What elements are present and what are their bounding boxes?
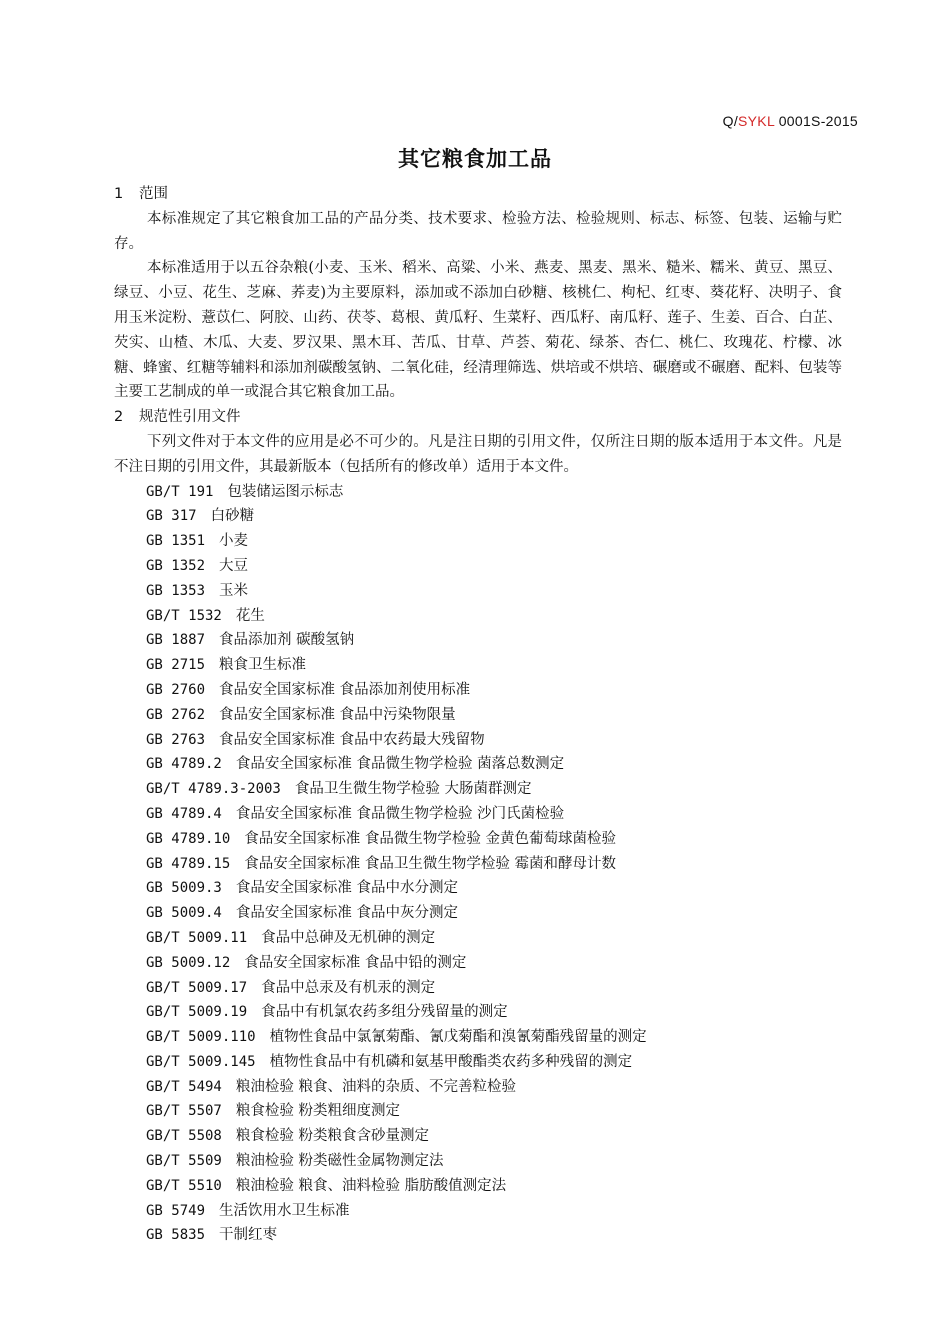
reference-code: GB 5009.12 xyxy=(146,954,231,971)
reference-title: 食品卫生微生物学检验 大肠菌群测定 xyxy=(294,781,532,798)
reference-title: 花生 xyxy=(235,607,265,624)
reference-item xyxy=(114,752,842,777)
section-title: 规范性引用文件 xyxy=(139,409,241,426)
reference-item xyxy=(114,480,842,505)
reference-title: 食品安全国家标准 食品中灰分测定 xyxy=(235,905,458,922)
reference-code: GB/T 5009.110 xyxy=(146,1029,256,1046)
reference-item xyxy=(114,1099,842,1124)
reference-code: GB/T 5509 xyxy=(146,1153,222,1170)
reference-code: GB/T 5508 xyxy=(146,1128,222,1145)
reference-code: GB/T 5009.145 xyxy=(146,1053,256,1070)
section-title: 范围 xyxy=(139,186,168,202)
reference-title: 食品安全国家标准 食品中污染物限量 xyxy=(219,706,456,723)
reference-item xyxy=(114,1149,842,1174)
reference-item xyxy=(114,703,842,728)
reference-item xyxy=(114,802,842,827)
reference-title: 食品安全国家标准 食品微生物学检验 菌落总数测定 xyxy=(235,756,565,773)
reference-item xyxy=(114,554,842,579)
reference-code: GB 2762 xyxy=(146,706,206,723)
reference-code: GB 5749 xyxy=(146,1202,206,1219)
reference-item xyxy=(114,1000,842,1025)
reference-title: 食品安全国家标准 食品中铅的测定 xyxy=(244,954,467,971)
reference-code: GB 1353 xyxy=(146,582,206,599)
reference-title: 食品添加剂 碳酸氢钠 xyxy=(219,632,355,649)
section-scope xyxy=(114,182,842,405)
reference-item xyxy=(114,678,842,703)
reference-title: 食品安全国家标准 食品微生物学检验 金黄色葡萄球菌检验 xyxy=(244,830,617,847)
reference-code: GB/T 5494 xyxy=(146,1078,222,1095)
reference-item xyxy=(114,827,842,852)
section-heading xyxy=(114,182,842,207)
reference-item xyxy=(114,1124,842,1149)
reference-item xyxy=(114,901,842,926)
section-number: 2 xyxy=(114,409,124,426)
reference-item xyxy=(114,604,842,629)
reference-code: GB 5009.3 xyxy=(146,880,222,897)
reference-code: GB 2763 xyxy=(146,731,206,748)
standard-number xyxy=(723,113,858,129)
reference-item xyxy=(114,852,842,877)
reference-code: GB 4789.10 xyxy=(146,830,231,847)
reference-code: GB 4789.15 xyxy=(146,855,231,872)
reference-code: GB 1887 xyxy=(146,632,206,649)
reference-item xyxy=(114,777,842,802)
reference-title: 食品中有机氯农药多组分残留量的测定 xyxy=(261,1004,508,1021)
reference-title: 食品安全国家标准 食品添加剂使用标准 xyxy=(219,681,471,698)
reference-item xyxy=(114,1025,842,1050)
reference-title: 生活饮用水卫生标准 xyxy=(219,1202,350,1219)
reference-title: 食品中总汞及有机汞的测定 xyxy=(261,979,436,996)
reference-item xyxy=(114,579,842,604)
reference-item xyxy=(114,876,842,901)
reference-item xyxy=(114,1223,842,1248)
section-number: 1 xyxy=(114,186,124,202)
reference-item xyxy=(114,504,842,529)
reference-code: GB 4789.4 xyxy=(146,805,222,822)
reference-code: GB/T 1532 xyxy=(146,607,222,624)
paragraph: 本标准规定了其它粮食加工品的产品分类、技术要求、检验方法、检验规则、标志、标签、包装、运输与贮存。 xyxy=(114,210,842,252)
reference-code: GB 1352 xyxy=(146,557,206,574)
reference-code: GB/T 5009.17 xyxy=(146,979,248,996)
reference-title: 粮食卫生标准 xyxy=(219,657,307,674)
reference-code: GB 4789.2 xyxy=(146,756,222,773)
reference-item xyxy=(114,1199,842,1224)
reference-code: GB/T 5510 xyxy=(146,1177,222,1194)
reference-code: GB/T 5507 xyxy=(146,1103,222,1120)
reference-item xyxy=(114,1050,842,1075)
reference-title: 粮食检验 粉类粮食含砂量测定 xyxy=(235,1128,429,1145)
reference-title: 食品安全国家标准 食品中水分测定 xyxy=(235,880,458,897)
reference-title: 食品中总砷及无机砷的测定 xyxy=(261,929,436,946)
reference-code: GB/T 4789.3-2003 xyxy=(146,781,281,798)
reference-code: GB/T 5009.19 xyxy=(146,1004,248,1021)
reference-code: GB 5835 xyxy=(146,1227,206,1244)
standard-org-code: SYKL xyxy=(738,113,775,129)
reference-title: 干制红枣 xyxy=(219,1227,278,1244)
reference-item xyxy=(114,1075,842,1100)
reference-item xyxy=(114,951,842,976)
reference-item xyxy=(114,926,842,951)
reference-item xyxy=(114,1174,842,1199)
reference-title: 白砂糖 xyxy=(210,508,255,525)
reference-list xyxy=(114,480,842,1249)
reference-code: GB 1351 xyxy=(146,533,206,550)
reference-title: 粮油检验 粉类磁性金属物测定法 xyxy=(235,1153,444,1170)
standard-suffix: 0001S-2015 xyxy=(774,113,858,129)
section-normative-references xyxy=(114,405,842,1248)
paragraph: 下列文件对于本文件的应用是必不可少的。凡是注日期的引用文件，仅所注日期的版本适用于本文件。凡是不注日期的引用文件，其最新版本（包括所有的修改单）适用于本文件。 xyxy=(114,433,842,475)
reference-item xyxy=(114,628,842,653)
reference-title: 粮油检验 粮食、油料的杂质、不完善粒检验 xyxy=(235,1078,516,1095)
reference-title: 植物性食品中氯氰菊酯、氰戊菊酯和溴氰菊酯残留量的测定 xyxy=(269,1029,647,1046)
reference-title: 食品安全国家标准 食品卫生微生物学检验 霉菌和酵母计数 xyxy=(244,855,617,872)
paragraph: 本标准适用于以五谷杂粮(小麦、玉米、稻米、高粱、小米、燕麦、黑麦、黑米、糙米、糯米、黄豆、黑豆、绿豆、小豆、花生、芝麻、荞麦)为主要原料，添加或不添加白砂糖、核桃仁、枸杞、红枣、葵花籽、决明子、食用玉米淀粉、薏苡仁、阿胶、山药、茯苓、葛根、黄瓜籽、生菜籽、西瓜籽、南瓜籽、莲子、生姜、百合、白芷、芡实、山楂、木瓜、大麦、罗汉果、黑木耳、苦瓜、甘草、芦荟、菊花、绿茶、杏仁、桃仁、玫瑰花、柠檬、冰糖、蜂蜜、红糖等辅料和添加剂碳酸氢钠、二氧化硅，经清理筛选、烘培或不烘培、碾磨或不碾磨、配料、包装等主要工艺制成的单一或混合其它粮食加工品。 xyxy=(114,260,842,401)
document-body xyxy=(114,182,842,1248)
reference-title: 包装储运图示标志 xyxy=(227,483,344,500)
reference-title: 粮油检验 粮食、油料检验 脂肪酸值测定法 xyxy=(235,1177,507,1194)
reference-item xyxy=(114,728,842,753)
reference-item xyxy=(114,976,842,1001)
reference-title: 玉米 xyxy=(219,582,249,599)
reference-item xyxy=(114,529,842,554)
reference-title: 粮食检验 粉类粗细度测定 xyxy=(235,1103,400,1120)
reference-item xyxy=(114,653,842,678)
reference-code: GB/T 191 xyxy=(146,483,214,500)
reference-code: GB 5009.4 xyxy=(146,905,222,922)
reference-code: GB 317 xyxy=(146,508,197,525)
reference-code: GB 2760 xyxy=(146,681,206,698)
document-title: 其它粮食加工品 xyxy=(398,147,552,171)
section-heading xyxy=(114,405,842,430)
reference-code: GB/T 5009.11 xyxy=(146,929,248,946)
reference-code: GB 2715 xyxy=(146,657,206,674)
reference-title: 食品安全国家标准 食品中农药最大残留物 xyxy=(219,731,485,748)
standard-prefix: Q/ xyxy=(722,113,739,129)
reference-title: 植物性食品中有机磷和氨基甲酸酯类农药多种残留的测定 xyxy=(269,1053,633,1070)
reference-title: 食品安全国家标准 食品微生物学检验 沙门氏菌检验 xyxy=(235,805,565,822)
reference-title: 大豆 xyxy=(219,557,249,574)
reference-title: 小麦 xyxy=(219,533,249,550)
